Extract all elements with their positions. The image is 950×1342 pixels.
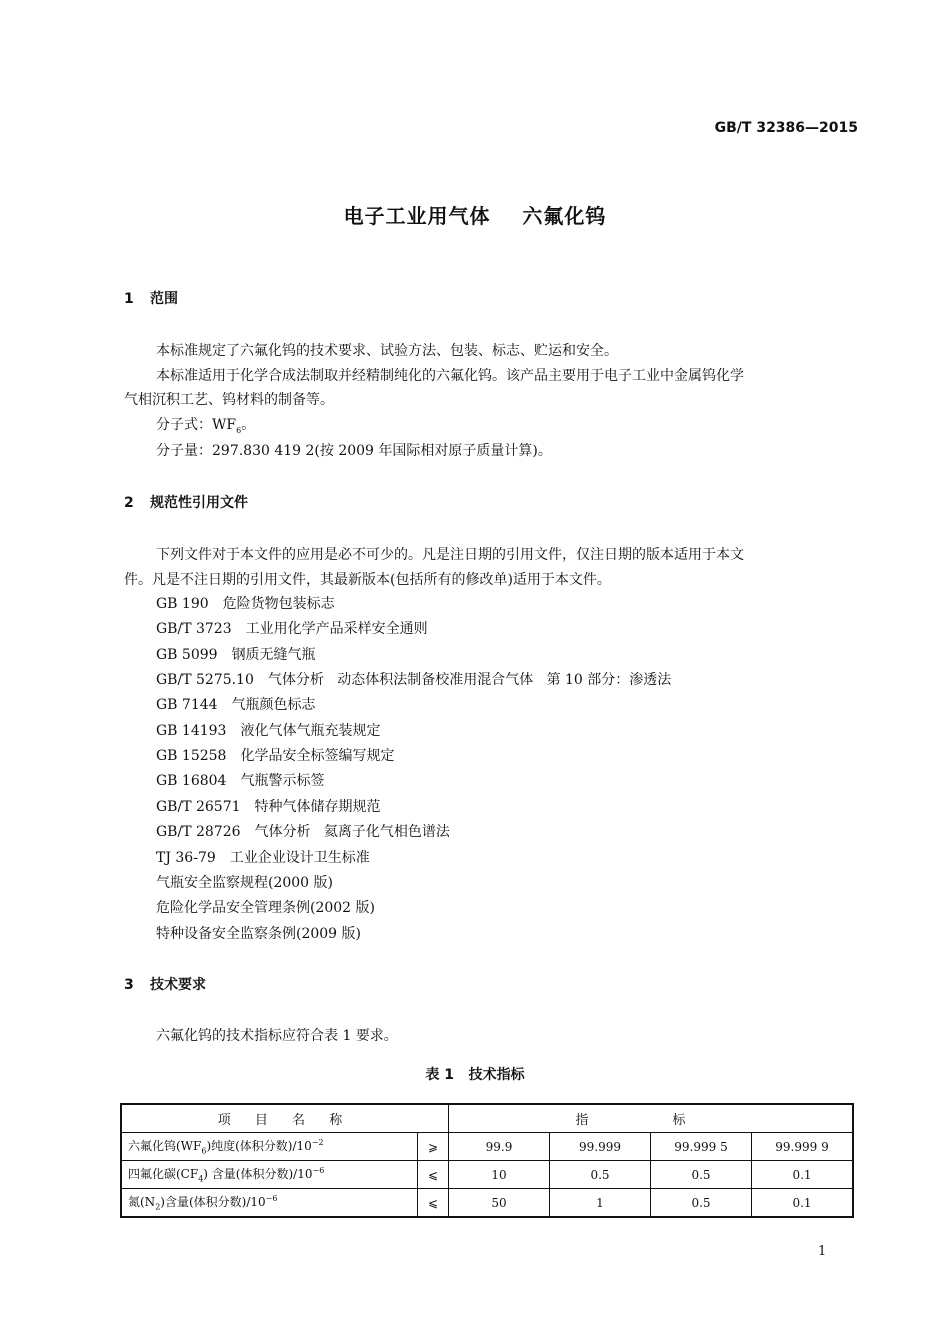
section-3-heading <box>124 974 206 994</box>
reference-code: GB 16804 <box>156 773 227 789</box>
reference-title: 气体分析 氦离子化气相色谱法 <box>254 824 450 840</box>
index-value: 50 <box>449 1189 550 1218</box>
item-name: 六氟化钨$(WF_6)$纯度(体积分数)$/10^{-2}$ <box>121 1133 418 1161</box>
molecular-formula <box>156 414 255 435</box>
index-value: 0.1 <box>752 1189 854 1218</box>
table-row <box>121 1161 853 1189</box>
section-title: 范围 <box>150 291 178 307</box>
index-value: 0.5 <box>651 1189 752 1218</box>
reference-title: 特种设备安全监察条例(2009 版) <box>156 926 362 942</box>
formula-label: 分子式：WF <box>156 417 237 433</box>
paragraph: 本标准适用于化学合成法制取并经精制纯化的六氟化钨。该产品主要用于电子工业中金属钨化学 <box>156 368 744 384</box>
index-value: 10 <box>449 1161 550 1189</box>
reference-code: GB/T 5275.10 <box>156 672 254 688</box>
reference-title: 工业用化学产品采样安全通则 <box>245 621 428 637</box>
reference-title: 气瓶安全监察规程(2000 版) <box>156 875 334 891</box>
reference-item <box>156 847 370 867</box>
section-title: 规范性引用文件 <box>150 495 248 511</box>
section-1-heading <box>124 288 178 308</box>
reference-item <box>156 872 333 892</box>
reference-code: GB/T 26571 <box>156 799 241 815</box>
reference-title: 钢质无缝气瓶 <box>231 647 316 663</box>
document-title: 电子工业用气体 六氟化钨 <box>343 204 607 228</box>
reference-code: GB 190 <box>156 596 209 612</box>
reference-item <box>156 720 380 740</box>
item-name: 四氟化碳$(CF_4)$ 含量(体积分数)$/10^{-6}$ <box>121 1161 418 1189</box>
formula-end: 。 <box>241 417 256 433</box>
section-title: 技术要求 <box>150 977 206 993</box>
reference-title: 液化气体气瓶充装规定 <box>240 723 381 739</box>
paragraph: 件。凡是不注日期的引用文件，其最新版本(包括所有的修改单)适用于本文件。 <box>124 572 611 588</box>
reference-code: GB/T 3723 <box>156 621 232 637</box>
reference-item <box>156 796 381 816</box>
item-name: 氮$(N_2)$含量(体积分数)$/10^{-6}$ <box>121 1189 418 1218</box>
index-value: 99.9 <box>449 1133 550 1161</box>
reference-code: GB 15258 <box>156 748 227 764</box>
table-caption: 表 1 技术指标 <box>425 1067 525 1083</box>
paragraph: 气相沉积工艺、钨材料的制备等。 <box>124 392 334 408</box>
section-number: 3 <box>124 977 134 993</box>
table-row <box>121 1133 853 1161</box>
section-2-heading <box>124 492 248 512</box>
reference-title: 危险货物包装标志 <box>222 596 335 612</box>
section-number: 1 <box>124 291 134 307</box>
page-number: 1 <box>818 1244 827 1259</box>
index-value: 99.999 5 <box>651 1133 752 1161</box>
reference-item <box>156 618 428 638</box>
reference-item <box>156 897 375 917</box>
reference-item <box>156 694 316 714</box>
index-value: 99.999 <box>550 1133 651 1161</box>
reference-code: GB 14193 <box>156 723 227 739</box>
reference-title: 气体分析 动态体积法制备校准用混合气体 第 10 部分：渗透法 <box>267 672 672 688</box>
reference-item <box>156 770 324 790</box>
reference-code: GB 7144 <box>156 697 218 713</box>
reference-title: 化学品安全标签编写规定 <box>240 748 395 764</box>
table-header-row <box>121 1104 853 1133</box>
comparison-operator: ⩽ <box>418 1161 449 1189</box>
header-item-name: 项 目 名 称 <box>121 1104 449 1133</box>
table-row <box>121 1189 853 1218</box>
reference-code: GB/T 28726 <box>156 824 241 840</box>
standard-number: GB/T 32386—2015 <box>714 120 858 136</box>
index-value: 1 <box>550 1189 651 1218</box>
comparison-operator: ⩾ <box>418 1133 449 1161</box>
comparison-operator: ⩽ <box>418 1189 449 1218</box>
paragraph: 下列文件对于本文件的应用是必不可少的。凡是注日期的引用文件，仅注日期的版本适用于本文 <box>156 547 744 563</box>
paragraph: 六氟化钨的技术指标应符合表 1 要求。 <box>156 1028 398 1044</box>
formula-subscript: 6 <box>236 425 242 435</box>
index-value: 0.5 <box>550 1161 651 1189</box>
reference-item <box>156 745 394 765</box>
molecular-mass: 分子量：297.830 419 2(按 2009 年国际相对原子质量计算)。 <box>156 443 552 459</box>
reference-title: 气瓶颜色标志 <box>231 697 316 713</box>
index-value: 0.5 <box>651 1161 752 1189</box>
reference-title: 工业企业设计卫生标准 <box>229 850 370 866</box>
reference-item <box>156 644 316 664</box>
spec-table <box>120 1103 854 1218</box>
reference-item <box>156 923 361 943</box>
reference-title: 气瓶警示标签 <box>240 773 325 789</box>
paragraph: 本标准规定了六氟化钨的技术要求、试验方法、包装、标志、贮运和安全。 <box>156 343 618 359</box>
index-value: 99.999 9 <box>752 1133 854 1161</box>
reference-item <box>156 669 671 689</box>
reference-code: GB 5099 <box>156 647 218 663</box>
reference-item <box>156 821 450 841</box>
reference-code: TJ 36-79 <box>156 850 216 866</box>
reference-title: 特种气体储存期规范 <box>254 799 381 815</box>
header-index: 指 标 <box>449 1104 854 1133</box>
reference-title: 危险化学品安全管理条例(2002 版) <box>156 900 376 916</box>
reference-item <box>156 593 335 613</box>
index-value: 0.1 <box>752 1161 854 1189</box>
section-number: 2 <box>124 495 134 511</box>
